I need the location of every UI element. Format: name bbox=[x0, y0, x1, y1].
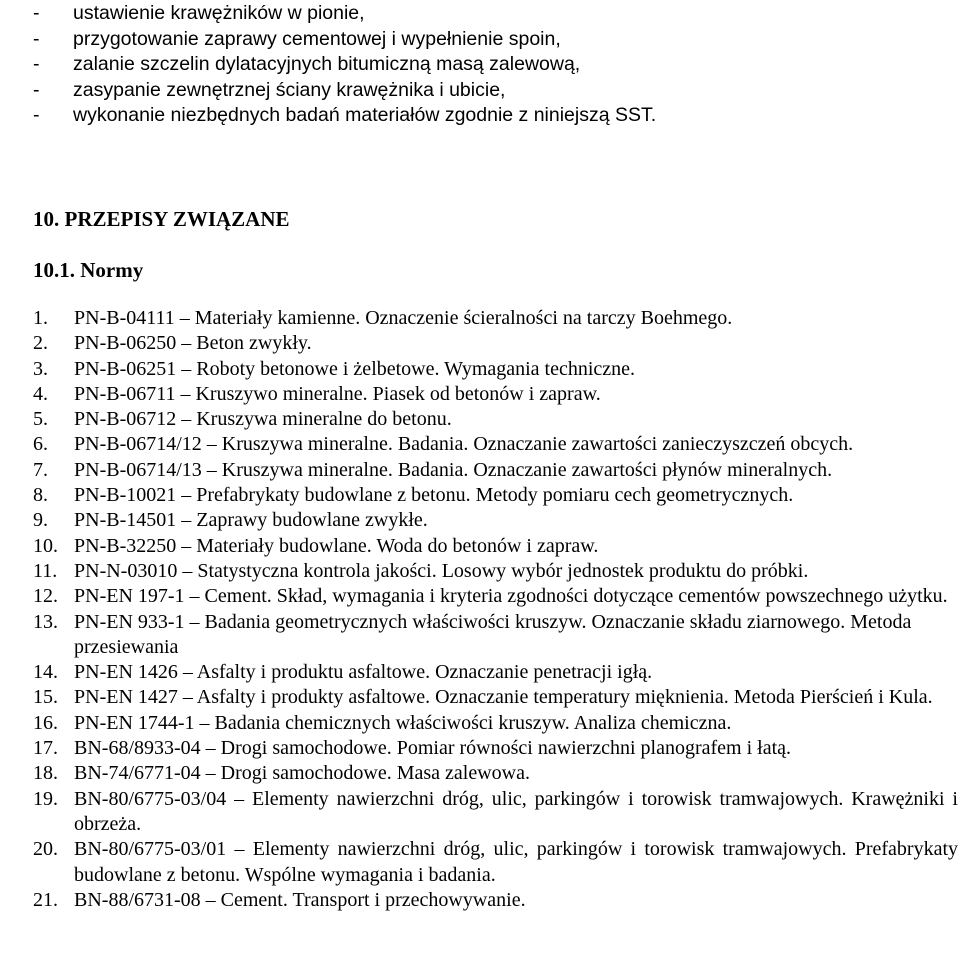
norm-number: 6. bbox=[33, 433, 48, 456]
norm-item bbox=[33, 685, 958, 710]
norms-list bbox=[33, 306, 958, 913]
norm-number: 19. bbox=[33, 787, 58, 810]
list-item bbox=[33, 103, 933, 129]
norm-number: 7. bbox=[33, 458, 48, 481]
norm-text: PN-B-06711 – Kruszywo mineralne. Piasek od betonów i zapraw. bbox=[74, 382, 601, 405]
norm-item bbox=[33, 306, 958, 331]
norm-item bbox=[33, 534, 958, 559]
norm-number: 2. bbox=[33, 332, 48, 355]
bullet-marker: - bbox=[33, 2, 40, 24]
norm-text: PN-EN 933-1 – Badania geometrycznych właściwości kruszyw. Oznaczanie składu ziarnowego. Metoda przesiewania bbox=[74, 610, 912, 658]
norm-number: 18. bbox=[33, 762, 58, 785]
norm-number: 1. bbox=[33, 307, 48, 329]
norm-number: 16. bbox=[33, 711, 58, 734]
norm-number: 21. bbox=[33, 888, 58, 911]
norm-number: 5. bbox=[33, 408, 48, 431]
norm-text: BN-68/8933-04 – Drogi samochodowe. Pomiar równości nawierzchni planografem i łatą. bbox=[74, 737, 792, 760]
norm-number: 12. bbox=[33, 585, 58, 608]
norm-number: 15. bbox=[33, 686, 58, 709]
norm-text: BN-88/6731-08 – Cement. Transport i przechowywanie. bbox=[74, 888, 526, 911]
norm-text: PN-B-06712 – Kruszywa mineralne do betonu. bbox=[74, 408, 452, 431]
norm-item bbox=[33, 559, 958, 584]
norm-text: PN-B-06714/12 – Kruszywa mineralne. Badania. Oznaczanie zawartości zanieczyszczeń obcych. bbox=[74, 433, 854, 456]
bullet-marker: - bbox=[33, 53, 40, 75]
norm-item bbox=[33, 382, 958, 407]
norm-text: BN-80/6775-03/04 – Elementy nawierzchni dróg, ulic, parkingów i torowisk tramwajowych. Krawężniki i obrzeża. bbox=[74, 787, 958, 835]
norm-number: 3. bbox=[33, 357, 48, 380]
norm-text: PN-EN 1427 – Asfalty i produkty asfaltowe. Oznaczanie temperatury mięknienia. Metoda Pierścień i Kula. bbox=[74, 686, 933, 709]
list-item-text: ustawienie krawężników w pionie, bbox=[73, 2, 365, 24]
norm-number: 11. bbox=[33, 559, 58, 582]
work-scope-list bbox=[33, 1, 933, 129]
norm-text: BN-74/6771-04 – Drogi samochodowe. Masa zalewowa. bbox=[74, 762, 531, 785]
norm-text: PN-B-06250 – Beton zwykły. bbox=[74, 332, 312, 355]
bullet-marker: - bbox=[33, 78, 40, 101]
norm-number: 8. bbox=[33, 484, 48, 507]
norm-number: 14. bbox=[33, 661, 58, 684]
norm-item bbox=[33, 432, 958, 457]
norm-item bbox=[33, 711, 958, 736]
norm-item bbox=[33, 483, 958, 508]
norm-item bbox=[33, 837, 958, 888]
list-item-text: przygotowanie zaprawy cementowej i wypełnienie spoin, bbox=[73, 27, 561, 50]
norm-text: PN-B-14501 – Zaprawy budowlane zwykłe. bbox=[74, 509, 428, 532]
norm-number: 10. bbox=[33, 534, 58, 557]
norm-item bbox=[33, 584, 958, 609]
norm-text: PN-B-10021 – Prefabrykaty budowlane z betonu. Metody pomiaru cech geometrycznych. bbox=[74, 484, 794, 507]
norm-text: PN-B-32250 – Materiały budowlane. Woda do betonów i zapraw. bbox=[74, 534, 599, 557]
norm-item bbox=[33, 357, 958, 382]
norm-text: PN-EN 1744-1 – Badania chemicznych właściwości kruszyw. Analiza chemiczna. bbox=[74, 711, 732, 734]
norm-item bbox=[33, 888, 958, 913]
norm-number: 4. bbox=[33, 382, 48, 405]
bullet-marker: - bbox=[33, 104, 40, 126]
list-item-text: wykonanie niezbędnych badań materiałów zgodnie z niniejszą SST. bbox=[73, 104, 657, 126]
norm-text: PN-N-03010 – Statystyczna kontrola jakości. Losowy wybór jednostek produktu do próbki. bbox=[74, 559, 809, 582]
norm-item bbox=[33, 660, 958, 685]
norm-item bbox=[33, 331, 958, 356]
list-item-text: zalanie szczelin dylatacyjnych bitumiczną masą zalewową, bbox=[73, 53, 581, 75]
norm-number: 9. bbox=[33, 509, 48, 532]
norm-text: PN-EN 197-1 – Cement. Skład, wymagania i kryteria zgodności dotyczące cementów powszechnego użytku. bbox=[74, 585, 948, 608]
list-item-text: zasypanie zewnętrznej ściany krawężnika i ubicie, bbox=[73, 78, 506, 101]
norm-item bbox=[33, 761, 958, 786]
list-item bbox=[33, 1, 933, 27]
norm-item bbox=[33, 610, 958, 661]
norm-item bbox=[33, 508, 958, 533]
norm-number: 13. bbox=[33, 610, 58, 633]
norm-text: PN-B-06714/13 – Kruszywa mineralne. Badania. Oznaczanie zawartości płynów mineralnych. bbox=[74, 458, 833, 481]
norm-item bbox=[33, 407, 958, 432]
norm-text: PN-B-06251 – Roboty betonowe i żelbetowe. Wymagania techniczne. bbox=[74, 357, 636, 380]
norm-item bbox=[33, 458, 958, 483]
section-heading: 10. PRZEPISY ZWIĄZANE bbox=[33, 207, 290, 231]
norm-item bbox=[33, 736, 958, 761]
norm-text: BN-80/6775-03/01 – Elementy nawierzchni dróg, ulic, parkingów i torowisk tramwajowych. Prefabrykaty budowlane z betonu. Wspólne wymagania i badania. bbox=[74, 838, 958, 886]
norm-text: PN-B-04111 – Materiały kamienne. Oznaczenie ścieralności na tarczy Boehmego. bbox=[74, 307, 733, 329]
list-item bbox=[33, 27, 933, 53]
norm-item bbox=[33, 787, 958, 838]
list-item bbox=[33, 52, 933, 78]
bullet-marker: - bbox=[33, 27, 40, 50]
norm-number: 17. bbox=[33, 737, 58, 760]
norm-text: PN-EN 1426 – Asfalty i produktu asfaltowe. Oznaczanie penetracji igłą. bbox=[74, 661, 653, 684]
list-item bbox=[33, 78, 933, 104]
subsection-heading: 10.1. Normy bbox=[33, 258, 144, 282]
norm-number: 20. bbox=[33, 838, 58, 861]
